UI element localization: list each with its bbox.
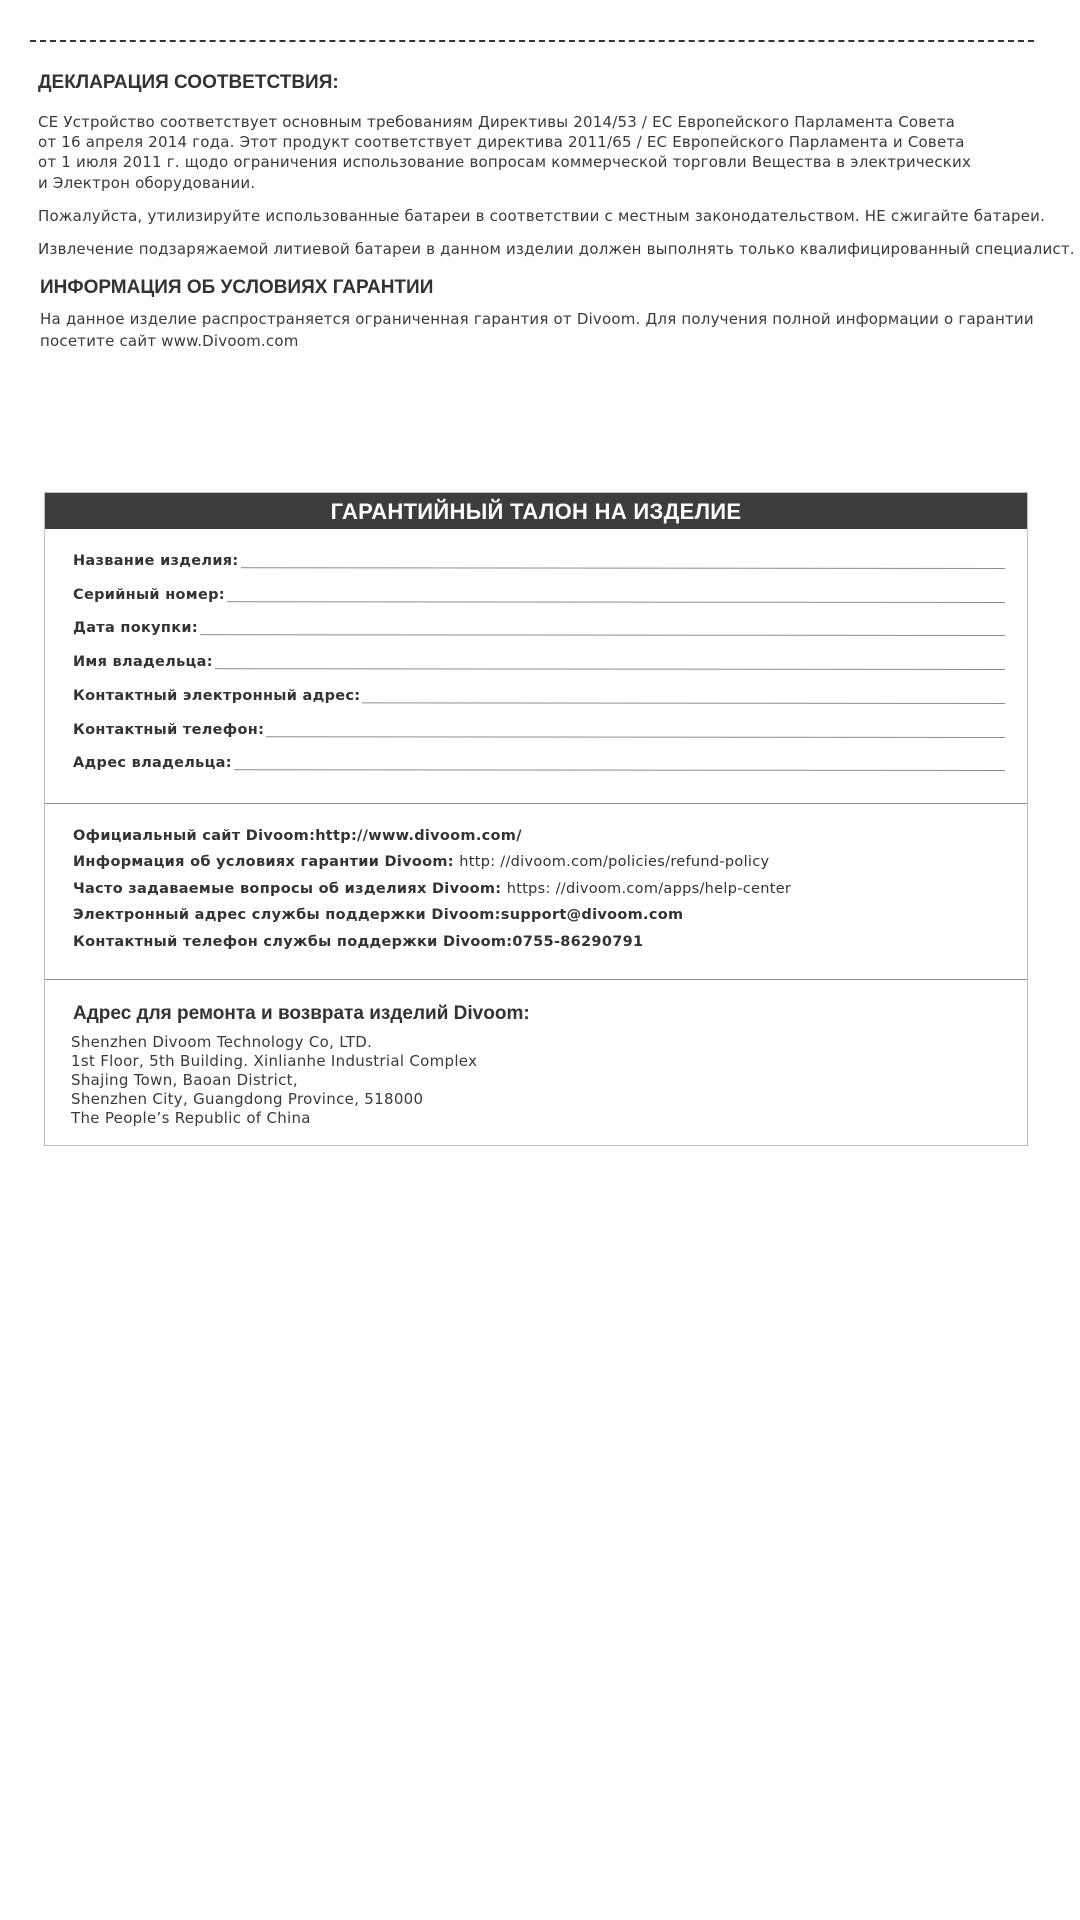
info-official-site [73, 828, 522, 844]
ce-line: и Электрон оборудовании. [38, 174, 256, 192]
ce-compliance-paragraph [38, 112, 971, 193]
field-owner-address[interactable] [73, 755, 1005, 777]
field-underline [223, 567, 1005, 569]
field-underline [203, 668, 1005, 670]
field-label: Имя владельца: [73, 654, 213, 670]
address-line: The People’s Republic of China [71, 1109, 311, 1127]
field-contact-email[interactable] [73, 688, 1005, 710]
address-line: 1st Floor, 5th Building. Xinlianhe Industrial Complex [71, 1052, 478, 1070]
info-support-email [73, 907, 683, 923]
address-line: Shenzhen Divoom Technology Co, LTD. [71, 1033, 373, 1051]
battery-removal-notice: Извлечение подзаряжаемой литиевой батареи в данном изделии должен выполнять только квалифицированный специалист. [38, 240, 1075, 258]
warranty-policy-link[interactable]: http: //divoom.com/policies/refund-policy [459, 854, 770, 870]
repair-address-title: Адрес для ремонта и возврата изделий Divoom: [73, 1003, 530, 1024]
field-underline [243, 736, 1005, 738]
info-label: Официальный сайт Divoom: [73, 828, 316, 844]
warranty-card-title: ГАРАНТИЙНЫЙ ТАЛОН НА ИЗДЕЛИЕ [45, 493, 1027, 529]
declaration-title: ДЕКЛАРАЦИЯ СООТВЕТСТВИЯ: [38, 72, 339, 93]
field-label: Серийный номер: [73, 587, 225, 603]
faq-link[interactable]: https: //divoom.com/apps/help-center [506, 881, 792, 897]
field-owner-name[interactable] [73, 654, 1005, 676]
field-label: Контактный электронный адрес: [73, 688, 361, 704]
info-label: Электронный адрес службы поддержки Divoom: [73, 907, 501, 923]
warranty-info-paragraph [40, 308, 1034, 352]
address-line: Shenzhen City, Guangdong Province, 518000 [71, 1090, 424, 1108]
info-faq [73, 881, 791, 897]
field-underline [195, 634, 1005, 636]
field-product-name[interactable] [73, 553, 1005, 575]
field-purchase-date[interactable] [73, 620, 1005, 642]
field-contact-phone[interactable] [73, 722, 1005, 744]
warranty-info-line: На данное изделие распространяется ограниченная гарантия от Divoom. Для получения полной информации о гарантии [40, 310, 1034, 328]
cut-line-divider [30, 40, 1034, 42]
field-underline [215, 769, 1005, 771]
warranty-info-title: ИНФОРМАЦИЯ ОБ УСЛОВИЯХ ГАРАНТИИ [40, 277, 434, 298]
warranty-card [44, 492, 1028, 1146]
ce-line: от 1 июля 2011 г. щодо ограничения использование вопросам коммерческой торговли Вещества в электрических [38, 153, 972, 171]
field-label: Название изделия: [73, 553, 239, 569]
address-line: Shajing Town, Baoan District, [71, 1071, 298, 1089]
repair-address [71, 1033, 477, 1128]
field-serial-number[interactable] [73, 587, 1005, 609]
field-underline [335, 702, 1005, 704]
field-underline [213, 601, 1005, 603]
support-email-link[interactable]: support@divoom.com [500, 907, 684, 923]
official-site-link[interactable]: http://www.divoom.com/ [315, 828, 522, 844]
card-divider [45, 803, 1027, 804]
field-label: Дата покупки: [73, 620, 198, 636]
info-label: Информация об условиях гарантии Divoom: [73, 854, 460, 870]
ce-line: от 16 апреля 2014 года. Этот продукт соответствует директива 2011/65 / EC Европейского Парламента и Совета [38, 133, 965, 151]
info-support-phone [73, 934, 643, 950]
ce-line: CE Устройство соответствует основным требованиям Директивы 2014/53 / EC Европейского Парламента Совета [38, 113, 956, 131]
battery-recycle-notice: Пожалуйста, утилизируйте использованные батареи в соответствии с местным законодательством. НЕ сжигайте батареи. [38, 207, 1046, 225]
info-label: Контактный телефон службы поддержки Divoom: [73, 934, 513, 950]
support-phone-number: 0755-86290791 [512, 934, 644, 950]
info-warranty-policy [73, 854, 769, 870]
warranty-info-line: посетите сайт www.Divoom.com [40, 332, 299, 350]
field-label: Адрес владельца: [73, 755, 232, 771]
field-label: Контактный телефон: [73, 722, 265, 738]
info-label: Часто задаваемые вопросы об изделиях Divoom: [73, 881, 507, 897]
card-divider [45, 979, 1027, 980]
